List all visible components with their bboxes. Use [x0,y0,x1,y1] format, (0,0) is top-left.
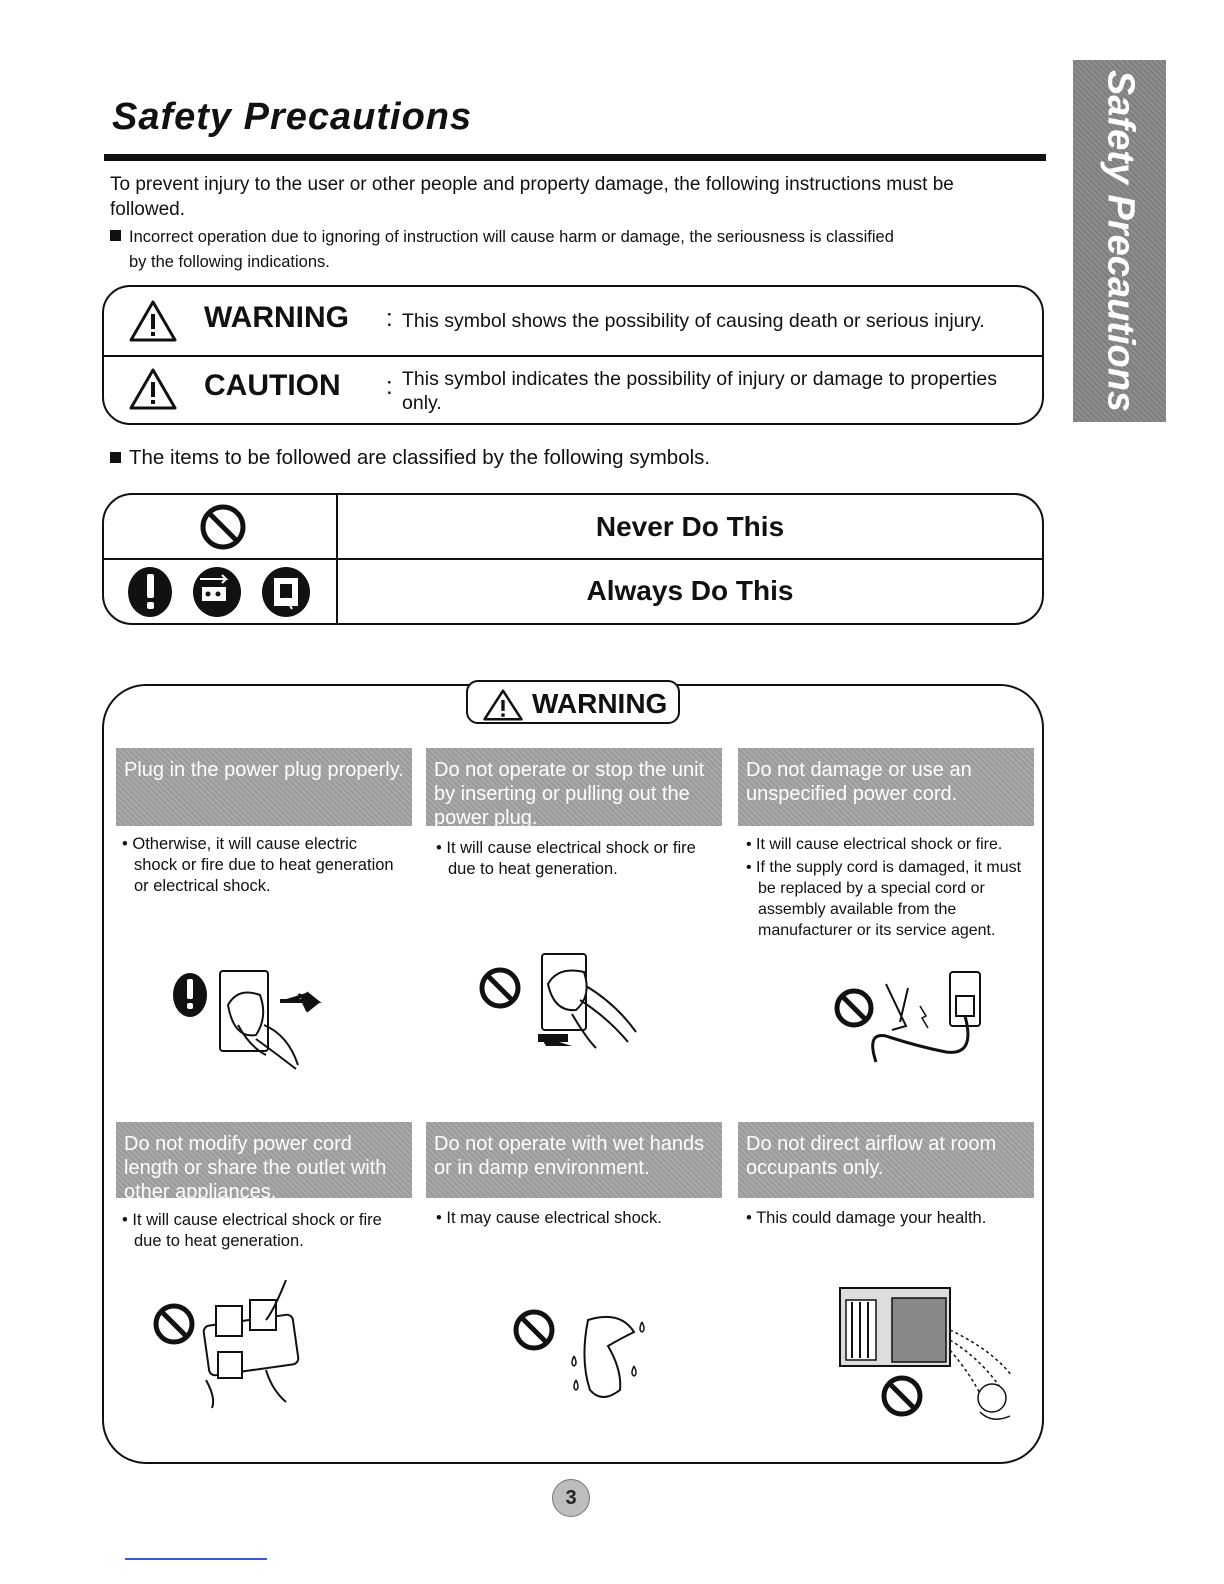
severity-label: WARNING [204,301,349,334]
plug-in-illustration [168,965,338,1085]
mandatory-icons [122,565,322,619]
wet-hands-illustration [510,1300,670,1420]
prohibited-icon [199,503,247,551]
exclamation-icon [128,567,172,617]
bullet-square-icon [110,452,121,463]
airflow-illustration [832,1280,1032,1430]
card-note: • Otherwise, it will cause electric shock or fire due to heat generation or electrical shock. [122,835,394,895]
bullet-square-icon [110,230,121,241]
card-notes [436,838,716,880]
shared-outlet-illustration [146,1280,306,1410]
unplug-illustration [476,948,666,1068]
title-rule [104,154,1046,161]
card-note: • This could damage your health. [746,1209,987,1227]
severity-legend-box [102,285,1044,425]
severity-description: This symbol shows the possibility of causing death or serious injury. [402,310,985,332]
never-do-this-label: Never Do This [595,511,785,542]
divider [104,558,1042,560]
card-notes [436,1208,716,1229]
side-tab [1073,60,1166,422]
card-note: • It may cause electrical shock. [436,1209,662,1227]
card-heading: Do not operate or stop the unit by inserting or pulling out the power plug. [426,748,722,826]
caution-triangle-icon [128,367,178,411]
colon: : [386,305,393,332]
card-notes [746,1208,1026,1229]
ground-icon [262,567,310,617]
card-notes [746,834,1036,941]
warning-triangle-icon [482,688,524,722]
warning-triangle-icon [128,299,178,343]
classification-line-2: by the following indications. [129,253,330,271]
classification-line-1: Incorrect operation due to ignoring of instruction will cause harm or damage, the seriousness is classified [129,228,894,246]
severity-description: This symbol indicates the possibility of injury or damage to properties only. [402,368,998,414]
always-do-this-label: Always Do This [586,575,794,606]
severity-row-caution [104,355,1042,423]
classification-note [110,225,1050,275]
side-tab-label: Safety Precautions [1099,69,1141,413]
severity-row-warning [104,287,1042,357]
card-heading: Do not damage or use an unspecified power cord. [738,748,1034,826]
page-number: 3 [552,1479,590,1517]
severity-label: CAUTION [204,369,341,402]
colon: : [386,373,393,400]
card-note: • It will cause electrical shock or fire. [746,836,1003,853]
unplug-icon [193,567,241,617]
damaged-cord-illustration [826,966,996,1076]
intro-text: To prevent injury to the user or other people and property damage, the following instructions must be followed. [110,174,954,220]
items-note: The items to be followed are classified by the following symbols. [110,446,710,470]
card-note: • If the supply cord is damaged, it must be replaced by a special cord or assembly available from the manufacturer or its service agent. [746,859,1022,939]
card-heading: Do not modify power cord length or share the outlet with other appliances. [116,1122,412,1198]
symbols-legend-box [102,493,1044,625]
card-notes [122,1210,402,1252]
footer-line [125,1558,267,1560]
card-notes [122,834,402,897]
card-note: • It will cause electrical shock or fire due to heat generation. [436,839,696,878]
card-heading: Do not operate with wet hands or in damp environment. [426,1122,722,1198]
card-heading: Do not direct airflow at room occupants only. [738,1122,1034,1198]
card-heading: Plug in the power plug properly. [116,748,412,826]
card-note: • It will cause electrical shock or fire due to heat generation. [122,1211,382,1250]
warning-section-label: WARNING [466,680,680,724]
page-title: Safety Precautions [112,96,473,138]
